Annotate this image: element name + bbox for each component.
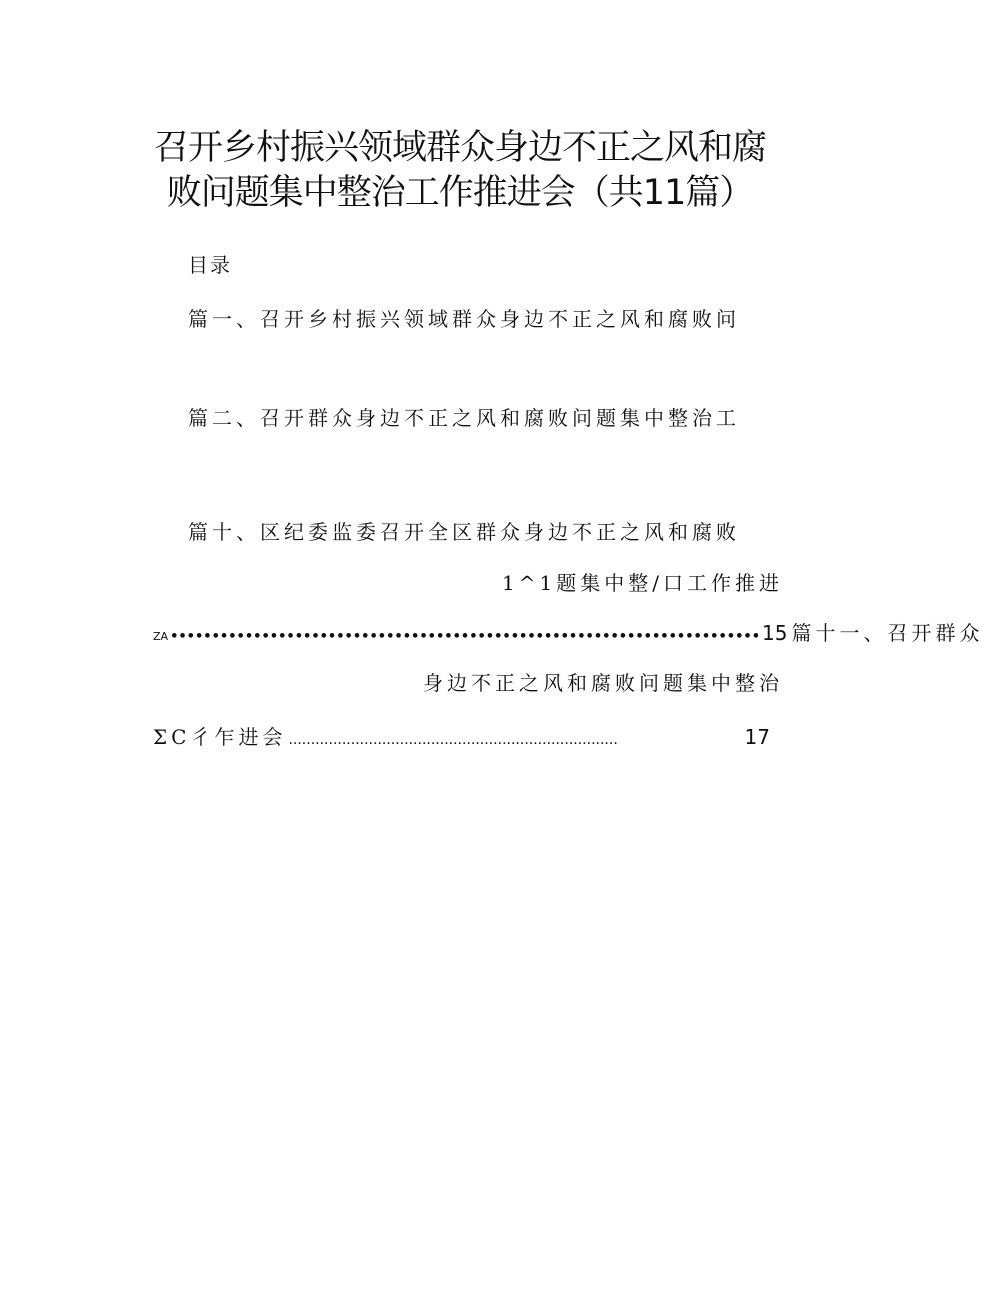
toc-dot-leader: .......................................................................... xyxy=(288,732,618,748)
toc-entry-11-end: ΣC彳乍进会 xyxy=(153,725,287,749)
toc-entry-1[interactable]: 篇一、召开乡村振兴领域群众身边不正之风和腐败问 xyxy=(188,307,740,331)
toc-entry-10-continued[interactable]: 1^1题集中整/口工作推进 xyxy=(502,571,783,595)
toc-garbled-prefix: ZA xyxy=(153,630,169,643)
toc-page-number: 15 xyxy=(762,621,788,645)
toc-entry-11-leader-row[interactable] xyxy=(153,724,770,753)
toc-entry-10[interactable]: 篇十、区纪委监委召开全区群众身边不正之风和腐败 xyxy=(188,520,740,544)
toc-page-number: 17 xyxy=(744,725,770,749)
toc-entry-10-leader-row[interactable] xyxy=(153,620,983,650)
document-title-line-2: 败问题集中整治工作推进会（共11篇） xyxy=(166,173,754,213)
toc-entry-11-continued[interactable]: 身边不正之风和腐败问题集中整治 xyxy=(423,671,783,695)
toc-dot-leader: ••••••••••••••••••••••••••••••••••••••••••••••••••••••••••••••••••••••• xyxy=(170,629,761,644)
toc-entry-2[interactable]: 篇二、召开群众身边不正之风和腐败问题集中整治工 xyxy=(188,406,740,430)
document-title-line-1: 召开乡村振兴领域群众身边不正之风和腐 xyxy=(153,128,766,168)
toc-heading: 目录 xyxy=(188,253,232,277)
toc-entry-11-start: 篇十一、召开群众 xyxy=(791,621,983,645)
